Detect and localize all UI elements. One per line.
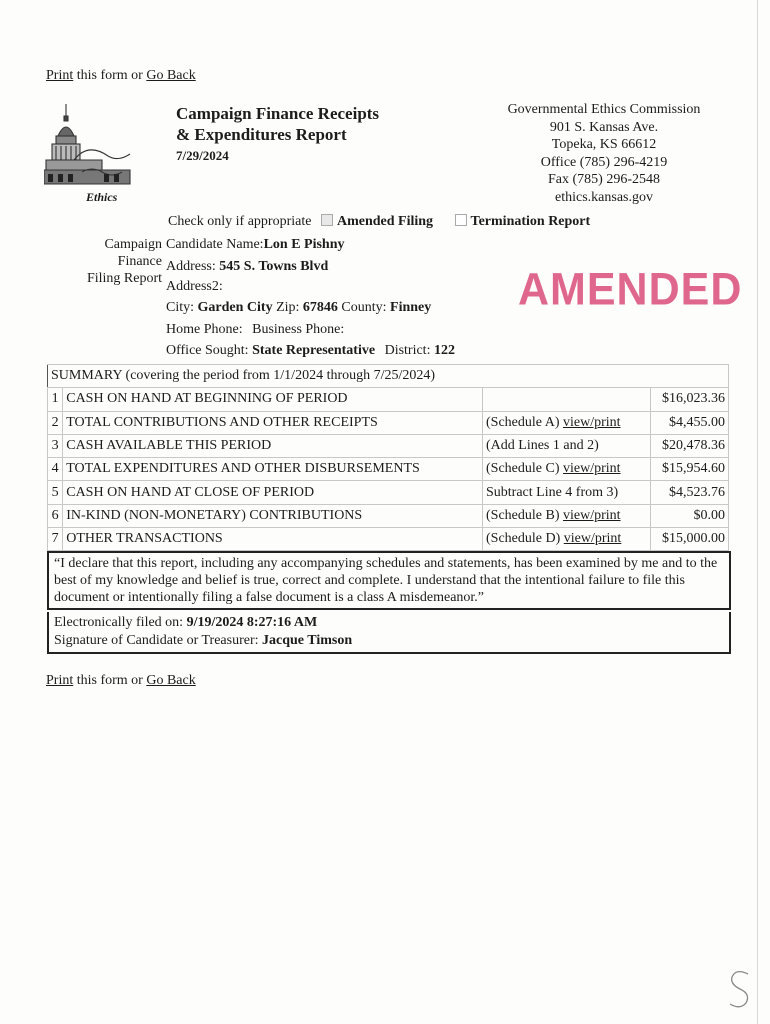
schedule-cell bbox=[483, 434, 651, 457]
line-description: CASH ON HAND AT CLOSE OF PERIOD bbox=[63, 481, 483, 504]
line-amount: $20,478.36 bbox=[650, 434, 728, 457]
handwritten-page-mark bbox=[726, 968, 756, 1012]
schedule-cell bbox=[483, 458, 651, 481]
print-link-bottom[interactable]: Print bbox=[46, 673, 74, 688]
line-number: 2 bbox=[48, 411, 63, 434]
line-description: IN-KIND (NON-MONETARY) CONTRIBUTIONS bbox=[63, 504, 483, 527]
page-edge bbox=[757, 0, 758, 1024]
schedule-cell bbox=[483, 388, 651, 411]
line-description: CASH AVAILABLE THIS PERIOD bbox=[63, 434, 483, 457]
side-label-line2: Finance bbox=[117, 254, 162, 269]
go-back-link[interactable]: Go Back bbox=[146, 68, 196, 83]
line-number: 5 bbox=[48, 481, 63, 504]
address-field bbox=[166, 259, 328, 275]
address2-field bbox=[166, 279, 223, 295]
nav-text-bottom: this form or bbox=[73, 673, 147, 688]
summary-table bbox=[47, 364, 729, 551]
line-amount: $0.00 bbox=[650, 504, 728, 527]
check-prompt: Check only if appropriate bbox=[168, 214, 312, 229]
line-description: TOTAL CONTRIBUTIONS AND OTHER RECEIPTS bbox=[63, 411, 483, 434]
summary-row bbox=[48, 481, 729, 504]
schedule-label: (Schedule A) bbox=[486, 414, 563, 430]
line-amount: $15,000.00 bbox=[650, 528, 728, 551]
office-value: State Representative bbox=[252, 343, 376, 358]
schedule-cell bbox=[483, 481, 651, 504]
city-zip-county-field bbox=[166, 300, 431, 316]
side-label bbox=[80, 236, 162, 287]
report-title-line2: & Expenditures Report bbox=[176, 125, 347, 144]
view-print-link[interactable]: view/print bbox=[562, 507, 621, 523]
termination-checkbox[interactable] bbox=[455, 214, 467, 226]
filed-on-line bbox=[54, 614, 724, 632]
termination-label: Termination Report bbox=[470, 214, 591, 229]
amended-label: Amended Filing bbox=[336, 214, 434, 229]
print-link[interactable]: Print bbox=[46, 68, 74, 83]
candidate-name-field bbox=[166, 237, 345, 253]
city-label: City: bbox=[166, 300, 198, 315]
schedule-label: (Schedule D) bbox=[486, 531, 564, 547]
summary-row bbox=[48, 434, 729, 457]
address2-label: Address2: bbox=[166, 279, 223, 294]
phone-field bbox=[166, 322, 344, 338]
side-label-line1: Campaign bbox=[104, 237, 162, 252]
summary-row bbox=[48, 458, 729, 481]
report-title-block bbox=[176, 103, 379, 164]
signature-line bbox=[54, 632, 724, 650]
filing-box bbox=[47, 612, 731, 654]
office-field bbox=[166, 343, 455, 359]
schedule-cell bbox=[483, 411, 651, 434]
seal-caption: Ethics bbox=[86, 190, 118, 204]
summary-row bbox=[48, 528, 729, 551]
view-print-link[interactable]: view/print bbox=[562, 461, 621, 477]
agency-website: ethics.kansas.gov bbox=[555, 189, 653, 205]
agency-name: Governmental Ethics Commission bbox=[507, 102, 701, 117]
agency-address-block bbox=[470, 101, 738, 206]
nav-text: this form or bbox=[73, 68, 147, 83]
schedule-label: Subtract Line 4 from 3) bbox=[486, 484, 619, 500]
line-number: 6 bbox=[48, 504, 63, 527]
schedule-cell bbox=[483, 528, 651, 551]
line-number: 1 bbox=[48, 388, 63, 411]
county-value: Finney bbox=[390, 300, 432, 315]
schedule-cell bbox=[483, 504, 651, 527]
line-amount: $4,455.00 bbox=[650, 411, 728, 434]
line-amount: $4,523.76 bbox=[650, 481, 728, 504]
filed-on-label: Electronically filed on: bbox=[54, 615, 187, 630]
summary-row bbox=[48, 504, 729, 527]
agency-office-phone: Office (785) 296-4219 bbox=[540, 154, 668, 170]
summary-row bbox=[48, 388, 729, 411]
candidate-name-label: Candidate Name: bbox=[166, 237, 264, 252]
go-back-link-bottom[interactable]: Go Back bbox=[146, 673, 196, 688]
address-value: 545 S. Towns Blvd bbox=[219, 259, 329, 274]
filed-on-value: 9/19/2024 8:27:16 AM bbox=[186, 615, 318, 630]
zip-label: Zip: bbox=[276, 300, 303, 315]
report-date: 7/29/2024 bbox=[176, 148, 229, 163]
filing-type-row bbox=[168, 214, 590, 230]
home-phone-label: Home Phone: bbox=[166, 322, 243, 337]
district-value: 122 bbox=[433, 343, 455, 358]
top-nav bbox=[46, 68, 196, 84]
bottom-nav bbox=[46, 673, 196, 689]
line-amount: $16,023.36 bbox=[650, 388, 728, 411]
line-number: 7 bbox=[48, 528, 63, 551]
view-print-link[interactable]: view/print bbox=[562, 414, 621, 430]
report-title-line1: Campaign Finance Receipts bbox=[176, 104, 380, 123]
address-label: Address: bbox=[166, 259, 220, 274]
city-value: Garden City bbox=[197, 300, 273, 315]
schedule-label: (Schedule C) bbox=[486, 461, 563, 477]
district-label: District: bbox=[384, 343, 434, 358]
amended-checkbox[interactable] bbox=[321, 214, 333, 226]
amended-stamp: AMENDED bbox=[518, 264, 743, 316]
line-description: CASH ON HAND AT BEGINNING OF PERIOD bbox=[63, 388, 483, 411]
zip-value: 67846 bbox=[302, 300, 338, 315]
agency-city: Topeka, KS 66612 bbox=[551, 137, 657, 152]
line-number: 3 bbox=[48, 434, 63, 457]
business-phone-label: Business Phone: bbox=[252, 322, 345, 337]
office-label: Office Sought: bbox=[166, 343, 253, 358]
view-print-link[interactable]: view/print bbox=[563, 531, 622, 547]
county-label: County: bbox=[341, 300, 391, 315]
summary-row bbox=[48, 411, 729, 434]
signature-label: Signature of Candidate or Treasurer: bbox=[54, 633, 263, 648]
summary-header-row bbox=[48, 365, 729, 388]
summary-header: SUMMARY (covering the period from 1/1/2024 through 7/25/2024) bbox=[48, 365, 729, 388]
agency-street: 901 S. Kansas Ave. bbox=[549, 119, 659, 135]
line-description: OTHER TRANSACTIONS bbox=[63, 528, 483, 551]
line-amount: $15,954.60 bbox=[650, 458, 728, 481]
signature-value: Jacque Timson bbox=[262, 633, 353, 648]
agency-fax: Fax (785) 296-2548 bbox=[548, 172, 660, 187]
schedule-label: (Schedule B) bbox=[486, 507, 563, 523]
schedule-label: (Add Lines 1 and 2) bbox=[486, 438, 599, 454]
declaration-box: “I declare that this report, including any accompanying schedules and statements, has been examined by me and to the best of my knowledge and belief is true, correct and complete. I understand that the intentional failure to file this document or intentionally filing a false document is a class A misdemeanor.” bbox=[47, 551, 731, 610]
candidate-name: Lon E Pishny bbox=[263, 237, 345, 252]
line-description: TOTAL EXPENDITURES AND OTHER DISBURSEMENTS bbox=[63, 458, 483, 481]
line-number: 4 bbox=[48, 458, 63, 481]
side-label-line3: Filing Report bbox=[86, 271, 162, 286]
